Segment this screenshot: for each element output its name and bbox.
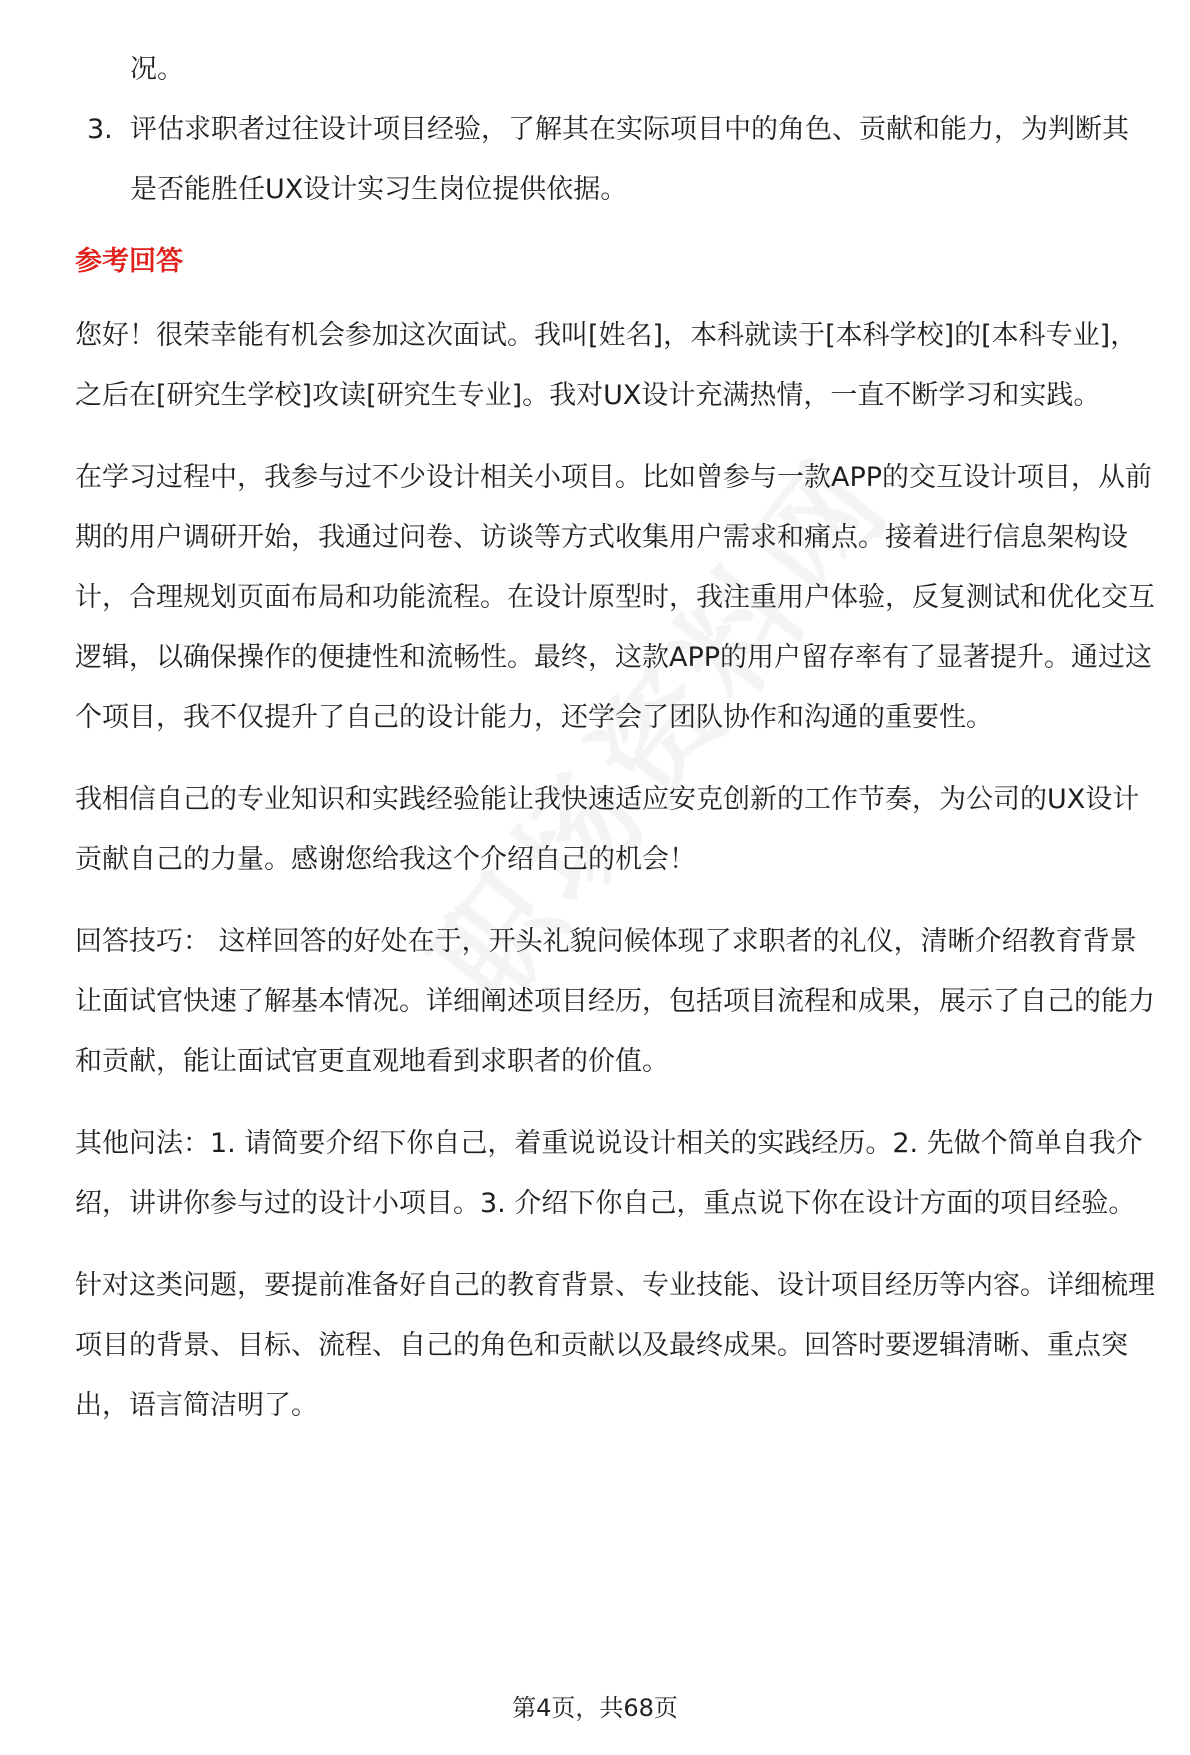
list-continuation-line: 况。	[130, 54, 184, 85]
answer-paragraph-closing: 我相信自己的专业知识和实践经验能让我快速适应安克创新的工作节奏，为公司的UX设计贡献自己的力量。感谢您给我这个介绍自己的机会！	[75, 784, 1140, 875]
page-content	[75, 40, 1155, 1436]
list-item-3	[75, 100, 1155, 220]
preparation-advice-paragraph: 针对这类问题，要提前准备好自己的教育背景、专业技能、设计项目经历等内容。详细梳理项目的背景、目标、流程、自己的角色和贡献以及最终成果。回答时要逻辑清晰、重点突出，语言简洁明了。	[75, 1270, 1155, 1421]
answer-tips-paragraph: 回答技巧： 这样回答的好处在于，开头礼貌问候体现了求职者的礼仪，清晰介绍教育背景让面试官快速了解基本情况。详细阐述项目经历，包括项目流程和成果，展示了自己的能力和贡献，能让面试官更直观地看到求职者的价值。	[75, 926, 1155, 1077]
list-item-text: 评估求职者过往设计项目经验，了解其在实际项目中的角色、贡献和能力，为判断其是否能胜任UX设计实习生岗位提供依据。	[130, 114, 1129, 205]
answer-paragraph-intro: 您好！很荣幸能有机会参加这次面试。我叫[姓名]，本科就读于[本科学校]的[本科专业]，之后在[研究生学校]攻读[研究生专业]。我对UX设计充满热情，一直不断学习和实践。	[75, 320, 1138, 411]
list-item-number: 3.	[87, 114, 113, 145]
page-number-footer: 第4页，共68页	[512, 1694, 678, 1722]
alternate-questions-paragraph: 其他问法：1. 请简要介绍下你自己，着重说说设计相关的实践经历。2. 先做个简单自我介绍，讲讲你参与过的设计小项目。3. 介绍下你自己，重点说下你在设计方面的项目经验。	[75, 1128, 1143, 1219]
answer-paragraph-project: 在学习过程中，我参与过不少设计相关小项目。比如曾参与一款APP的交互设计项目，从前期的用户调研开始，我通过问卷、访谈等方式收集用户需求和痛点。接着进行信息架构设计，合理规划页面布局和功能流程。在设计原型时，我注重用户体验，反复测试和优化交互逻辑，以确保操作的便捷性和流畅性。最终，这款APP的用户留存率有了显著提升。通过这个项目，我不仅提升了自己的设计能力，还学会了团队协作和沟通的重要性。	[75, 462, 1155, 733]
section-title-reference-answer: 参考回答	[75, 246, 183, 277]
